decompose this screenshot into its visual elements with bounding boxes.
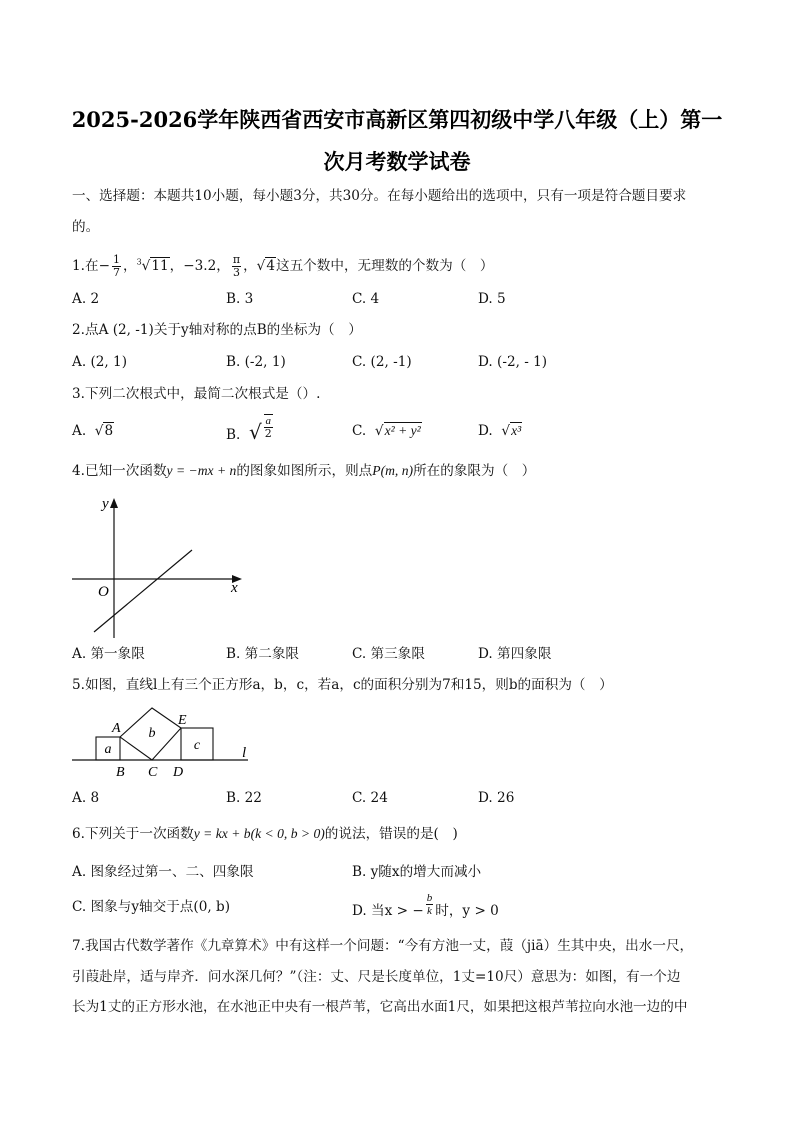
q5-option-c[interactable]: C. 24 — [352, 790, 388, 806]
question-4-stem: 4.已知一次函数y = −mx + n的图象如图所示，则点P(m, n)所在的象限为（ ） — [72, 463, 536, 479]
q3-option-a[interactable]: A. √8 — [72, 423, 114, 439]
q4-option-c[interactable]: C. 第三象限 — [352, 646, 425, 662]
q6-option-b[interactable]: B. y随x的增大而减小 — [352, 864, 482, 880]
label-c: c — [193, 738, 201, 753]
q6-option-c[interactable]: C. 图象与y轴交于点(0, b) — [72, 899, 230, 915]
cube-root-11: 11 — [151, 258, 169, 274]
label-A: A — [112, 721, 121, 736]
q1-option-a[interactable]: A. 2 — [72, 291, 100, 307]
q3-option-d[interactable]: D. √x³ — [478, 423, 522, 439]
label-C: C — [148, 765, 158, 780]
formula-y-kx-plus-b: y = kx + b(k < 0, b > 0) — [193, 826, 325, 841]
section-one-instructions-cont: 的。 — [72, 219, 100, 235]
question-2-stem: 2.点A (2, -1)关于y轴对称的点B的坐标为（ ） — [72, 322, 362, 338]
q1-option-c[interactable]: C. 4 — [352, 291, 380, 307]
label-b: b — [148, 726, 156, 741]
q6-option-d[interactable]: D. 当x > − $\frac{b}{k}$ 时，y > 0 — [352, 892, 499, 919]
q5-squares-figure — [66, 704, 266, 780]
q4-option-b[interactable]: B. 第二象限 — [226, 646, 300, 662]
question-5-stem: 5.如图，直线l上有三个正方形a，b，c，若a，c的面积分别为7和15，则b的面积为（ ） — [72, 677, 613, 693]
sqrt-4: 4 — [266, 258, 275, 274]
question-6-stem: 6.下列关于一次函数y = kx + b(k < 0, b > 0)的说法，错误的是( ) — [72, 826, 458, 842]
q3-option-b[interactable]: B. √ $\frac{a}{2}$ — [226, 415, 272, 444]
question-7-line1: 7.我国古代数学著作《九章算术》中有这样一个问题：“今有方池一丈，葭（jiā）生其中央，出水一尺， — [72, 938, 694, 954]
question-7-line2: 引葭赴岸，适与岸齐．问水深几何？”（注：丈、尺是长度单位，1丈=10尺）意思为：如图，有一个边 — [72, 969, 681, 985]
label-a: a — [104, 742, 112, 757]
y-axis-arrow — [110, 498, 118, 508]
exam-title-line2: 次月考数学试卷 — [323, 149, 471, 174]
label-B: B — [116, 765, 125, 780]
q2-option-c[interactable]: C. (2, -1) — [352, 354, 412, 370]
q1-option-d[interactable]: D. 5 — [478, 291, 506, 307]
q6-option-a[interactable]: A. 图象经过第一、二、四象限 — [72, 864, 254, 880]
y-axis-label: y — [102, 496, 109, 512]
x-axis-label: x — [231, 580, 238, 596]
q2-option-b[interactable]: B. (-2, 1) — [226, 354, 286, 370]
q5-option-a[interactable]: A. 8 — [72, 790, 100, 806]
q4-option-a[interactable]: A. 第一象限 — [72, 646, 145, 662]
point-p: P(m, n) — [372, 463, 414, 478]
fraction-pi-third: $\frac{\pi}{3}$ — [232, 253, 241, 279]
label-E: E — [178, 713, 187, 728]
q4-option-d[interactable]: D. 第四象限 — [478, 646, 552, 662]
question-1-stem: 1.在− $\frac{1}{7}$ ，$^3$√11，−3.2， $\frac{\pi}{3}$ ，√4这五个数中，无理数的个数为（ ） — [72, 253, 494, 279]
q2-option-d[interactable]: D. (-2, - 1) — [478, 354, 548, 370]
formula-y-neg-mx-plus-n: y = −mx + n — [166, 463, 237, 478]
label-l: l — [242, 745, 247, 761]
question-7-line3: 长为1丈的正方形水池，在水池正中央有一根芦苇，它高出水面1尺，如果把这根芦苇拉向水池一边的中 — [72, 999, 688, 1015]
question-3-stem: 3.下列二次根式中，最简二次根式是（）. — [72, 386, 321, 402]
origin-label: O — [98, 584, 109, 600]
q3-option-c[interactable]: C. √x² + y² — [352, 423, 421, 439]
q5-option-b[interactable]: B. 22 — [226, 790, 262, 806]
question-number: 1. — [72, 258, 85, 274]
q4-graph — [66, 492, 256, 640]
q2-option-a[interactable]: A. (2, 1) — [72, 354, 128, 370]
exam-title-line1: 2025-2026学年陕西省西安市高新区第四初级中学八年级（上）第一 — [71, 107, 723, 132]
q5-option-d[interactable]: D. 26 — [478, 790, 515, 806]
fraction-neg-one-seventh: $\frac{1}{7}$ — [112, 253, 120, 279]
label-D: D — [173, 765, 184, 780]
section-one-instructions: 一、选择题：本题共10小题，每小题3分，共30分。在每小题给出的选项中，只有一项是符合题目要求 — [72, 188, 687, 204]
q1-option-b[interactable]: B. 3 — [226, 291, 254, 307]
